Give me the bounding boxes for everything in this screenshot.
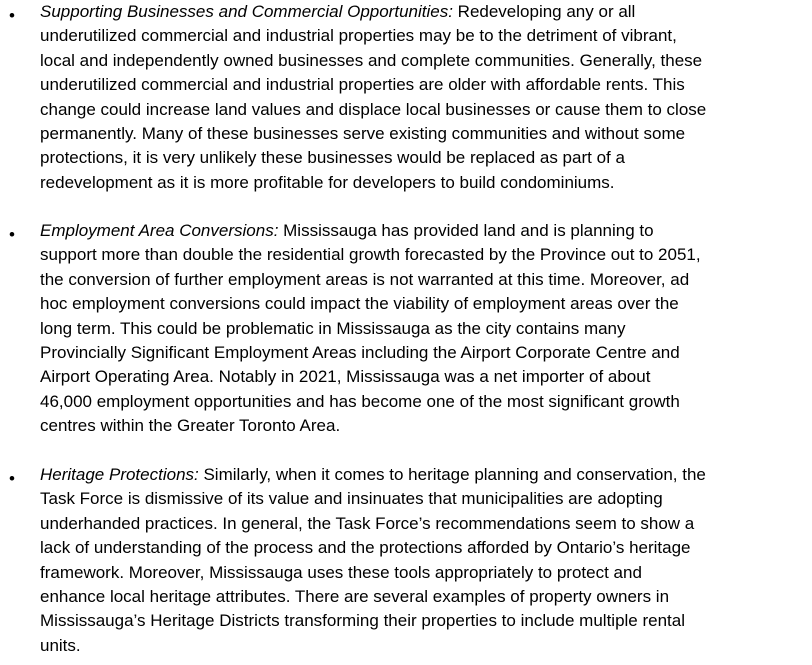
paragraph-line: centres within the Greater Toronto Area. bbox=[40, 416, 341, 436]
paragraph-line: protections, it is very unlikely these businesses would be replaced as part of a bbox=[40, 148, 625, 168]
bullet-heading: Supporting Businesses and Commercial Opportunities: bbox=[40, 2, 453, 21]
paragraph-text: Mississauga has provided land and is planning to bbox=[278, 221, 654, 240]
bullet-icon: • bbox=[9, 225, 15, 244]
bullet-paragraph bbox=[40, 463, 770, 658]
paragraph-line: Task Force is dismissive of its value and insinuates that municipalities are adopting bbox=[40, 489, 663, 509]
paragraph-line: lack of understanding of the process and the protections afforded by Ontario’s heritage bbox=[40, 538, 691, 558]
paragraph-line: redevelopment as it is more profitable for developers to build condominiums. bbox=[40, 172, 615, 192]
paragraph-line: hoc employment conversions could impact the viability of employment areas over the bbox=[40, 294, 679, 314]
paragraph-line: Airport Operating Area. Notably in 2021, Mississauga was a net importer of about bbox=[40, 367, 651, 387]
bullet-paragraph bbox=[40, 219, 770, 439]
paragraph-line bbox=[40, 219, 770, 243]
bullet-paragraph bbox=[40, 0, 770, 195]
paragraph-line: support more than double the residential growth forecasted by the Province out to 2051, bbox=[40, 245, 701, 265]
paragraph-line: 46,000 employment opportunities and has become one of the most significant growth bbox=[40, 391, 680, 411]
paragraph-line: underutilized commercial and industrial properties may be to the detriment of vibrant, bbox=[40, 26, 677, 46]
paragraph-text: Similarly, when it comes to heritage planning and conservation, the bbox=[198, 465, 706, 484]
paragraph-line: underhanded practices. In general, the Task Force’s recommendations seem to show a bbox=[40, 513, 695, 533]
bullet-icon: • bbox=[9, 6, 15, 25]
paragraph-line: units. bbox=[40, 635, 81, 655]
paragraph-line bbox=[40, 463, 770, 487]
paragraph-line: long term. This could be problematic in Mississauga as the city contains many bbox=[40, 318, 626, 338]
paragraph-line: framework. Moreover, Mississauga uses these tools appropriately to protect and bbox=[40, 562, 642, 582]
paragraph-line bbox=[40, 0, 770, 24]
paragraph-line: underutilized commercial and industrial properties are older with affordable rents. This bbox=[40, 75, 685, 95]
paragraph-line: change could increase land values and displace local businesses or cause them to close bbox=[40, 99, 707, 119]
paragraph-line: enhance local heritage attributes. There are several examples of property owners in bbox=[40, 587, 670, 607]
paragraph-text: Redeveloping any or all bbox=[452, 2, 636, 21]
bullet-icon: • bbox=[9, 469, 15, 488]
paragraph-line: the conversion of further employment areas is not warranted at this time. Moreover, ad bbox=[40, 269, 690, 289]
paragraph-line: permanently. Many of these businesses serve existing communities and without some bbox=[40, 124, 686, 144]
paragraph-line: Mississauga’s Heritage Districts transforming their properties to include multiple rental bbox=[40, 611, 686, 631]
bullet-heading: Heritage Protections: bbox=[40, 465, 199, 484]
bullet-heading: Employment Area Conversions: bbox=[40, 221, 279, 240]
paragraph-line: Provincially Significant Employment Areas including the Airport Corporate Centre and bbox=[40, 343, 680, 363]
paragraph-line: local and independently owned businesses and complete communities. Generally, these bbox=[40, 50, 703, 70]
